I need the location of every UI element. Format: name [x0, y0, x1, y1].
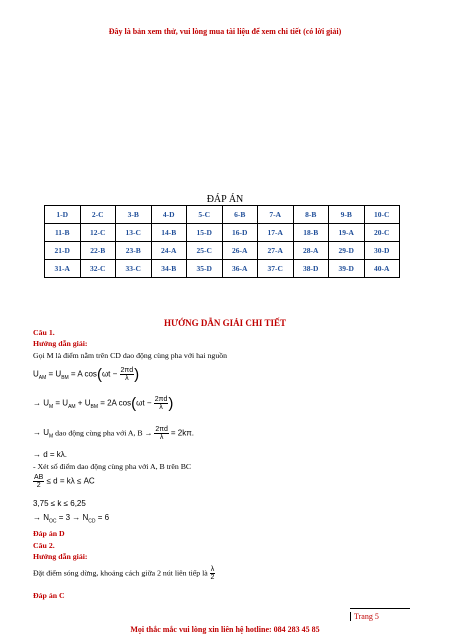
answer-cell: 11-B	[45, 224, 81, 242]
answer-cell: 3-B	[116, 206, 152, 224]
q2-label: Câu 2.	[33, 541, 55, 550]
answer-cell: 34-B	[151, 260, 187, 278]
answer-cell: 36-A	[222, 260, 258, 278]
answer-cell: 39-D	[329, 260, 365, 278]
answer-cell: 24-A	[151, 242, 187, 260]
answer-cell: 17-A	[258, 224, 294, 242]
answer-cell: 19-A	[329, 224, 365, 242]
answer-cell: 22-B	[80, 242, 116, 260]
answer-cell: 30-D	[364, 242, 400, 260]
q1-eq5: $\frac{AB}{2}$ ≤ d = kλ ≤ AC	[34, 474, 95, 489]
answer-cell: 28-A	[293, 242, 329, 260]
q1-eq3: → $U_M$ dao động cùng pha với A, B → $\frac{2\pi d}{\lambda}$ = 2kπ.	[33, 426, 194, 441]
answer-cell: 37-C	[258, 260, 294, 278]
answer-cell: 1-D	[45, 206, 81, 224]
q1-guide-label: Hướng dẫn giải:	[33, 339, 88, 348]
q1-eq1: $U_{AM} = U_{BM} = A$ cos(ωt − $\frac{2\pi d}{\lambda}$ )	[33, 366, 140, 383]
answer-cell: 26-A	[222, 242, 258, 260]
answer-cell: 16-D	[222, 224, 258, 242]
answer-cell: 23-B	[116, 242, 152, 260]
answer-cell: 33-C	[116, 260, 152, 278]
answer-cell: 13-C	[116, 224, 152, 242]
answer-cell: 29-D	[329, 242, 365, 260]
answer-cell: 31-A	[45, 260, 81, 278]
answer-cell: 9-B	[329, 206, 365, 224]
answer-cell: 21-D	[45, 242, 81, 260]
answer-cell: 7-A	[258, 206, 294, 224]
hotline-footer: Mọi thắc mắc vui lòng xin liên hệ hotline: 084 283 45 85	[130, 625, 320, 634]
answer-cell: 4-D	[151, 206, 187, 224]
guide-title: HƯỚNG DẪN GIẢI CHI TIẾT	[163, 318, 287, 328]
answer-cell: 15-D	[187, 224, 223, 242]
answer-cell: 35-D	[187, 260, 223, 278]
q1-eq3-text: dao động cùng pha với A, B →	[55, 428, 153, 438]
answer-cell: 32-C	[80, 260, 116, 278]
answer-cell: 5-C	[187, 206, 223, 224]
answer-cell: 40-A	[364, 260, 400, 278]
answer-title: ĐÁP ÁN	[206, 194, 244, 205]
q1-intro: Gọi M là điểm nằm trên CD dao động cùng pha với hai nguồn	[33, 351, 228, 360]
q1-label: Câu 1.	[33, 328, 55, 337]
q1-note: - Xét số điểm dao động cùng pha với A, B trên BC	[33, 462, 192, 471]
answer-cell: 27-A	[258, 242, 294, 260]
q1-eq6: 3,75 ≤ k ≤ 6,25	[33, 499, 86, 508]
answer-cell: 2-C	[80, 206, 116, 224]
answer-cell: 14-B	[151, 224, 187, 242]
answer-cell: 6-B	[222, 206, 258, 224]
answer-cell: 25-C	[187, 242, 223, 260]
answer-row	[45, 224, 400, 242]
q1-eq7: → $N_{OC} = 3 \to N_{CD} = 6$	[33, 513, 110, 525]
q1-eq4: → d = kλ.	[33, 450, 68, 459]
q2-text: Đặt điểm sóng dừng, khoảng cách giữa 2 nút liên tiếp là $\frac{\lambda}{2}$	[33, 566, 215, 581]
q1-eq2: → $U_M = U_{AM} + U_{BM} = 2A$ cos(ωt − $\frac{2\pi d}{\lambda}$ )	[33, 395, 174, 412]
answer-cell: 10-C	[364, 206, 400, 224]
answer-row	[45, 242, 400, 260]
answer-cell: 12-C	[80, 224, 116, 242]
answer-row	[45, 206, 400, 224]
answer-cell: 18-B	[293, 224, 329, 242]
q2-text-body: Đặt điểm sóng dừng, khoảng cách giữa 2 nút liên tiếp là	[33, 568, 208, 578]
q1-eq3-tail: = 2kπ.	[170, 428, 194, 438]
answer-cell: 38-D	[293, 260, 329, 278]
answer-cell: 8-B	[293, 206, 329, 224]
q1-answer: Đáp án D	[33, 529, 65, 538]
answer-cell: 20-C	[364, 224, 400, 242]
answer-row	[45, 260, 400, 278]
q2-answer: Đáp án C	[33, 591, 65, 600]
page-number: Trang 5	[350, 612, 379, 621]
preview-banner: Đây là bản xem thử, vui lòng mua tài liệu để xem chi tiết (có lời giải)	[108, 27, 342, 36]
q2-guide-label: Hướng dẫn giải:	[33, 552, 88, 561]
answer-table	[44, 205, 400, 278]
footer-rule	[350, 608, 410, 609]
